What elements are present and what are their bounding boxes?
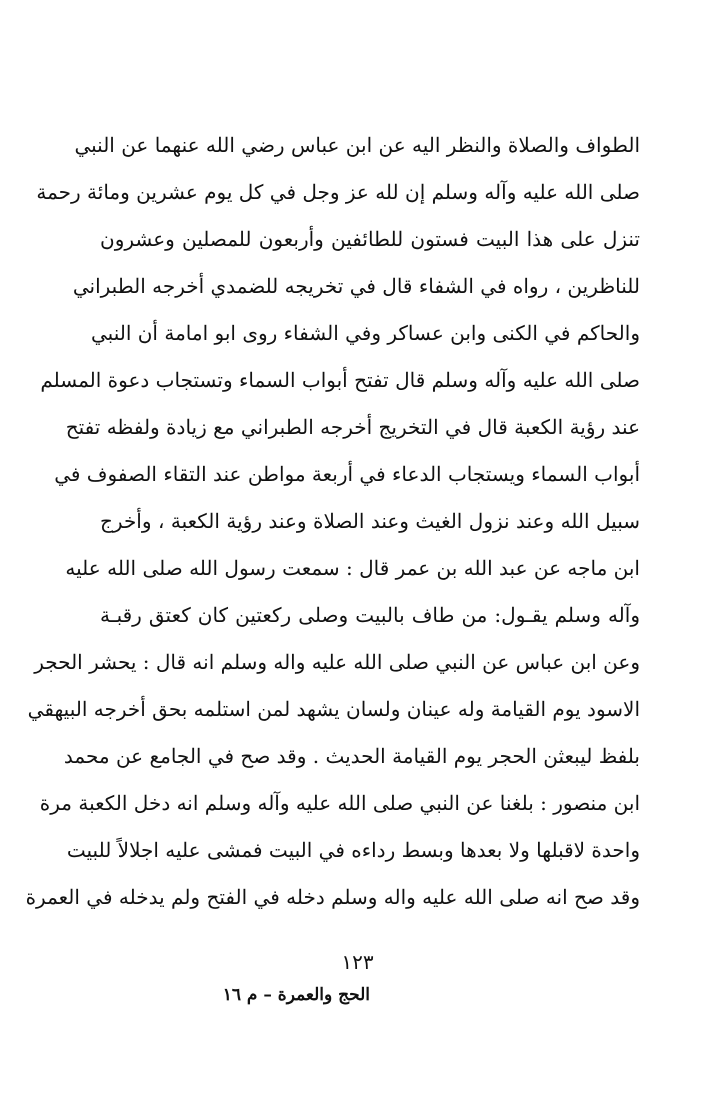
text-line-5: والحاكم في الكنى وابن عساكر وفي الشفاء روى ابو امامة أن النبي [91, 321, 640, 345]
text-line-12: وعن ابن عباس عن النبي صلى الله عليه واله وسلم انه قال : يحشر الحجر [34, 650, 640, 674]
text-line-3: تنزل على هذا البيت فستون للطائفين وأربعون للمصلين وعشرون [100, 227, 640, 251]
page-number: ١٢٣ [341, 950, 374, 974]
text-line-13: الاسود يوم القيامة وله عينان ولسان يشهد لمن استلمه بحق أخرجه البيهقي [27, 697, 640, 721]
text-line-4: للناظرين ، رواه في الشفاء قال في تخريجه للضمدي أخرجه الطبراني [72, 274, 640, 298]
text-line-11: وآله وسلم يقـول: من طاف بالبيت وصلى ركعتين كان كعتق رقبـة [100, 603, 640, 627]
footer-book-title: الحج والعمرة – م ١٦ [222, 985, 370, 1005]
text-line-9: سبيل الله وعند نزول الغيث وعند الصلاة وعند رؤية الكعبة ، وأخرج [100, 509, 640, 533]
text-line-2: صلى الله عليه وآله وسلم إن لله عز وجل في كل يوم عشرين ومائة رحمة [36, 180, 640, 204]
text-line-6: صلى الله عليه وآله وسلم قال تفتح أبواب السماء وتستجاب دعوة المسلم [40, 368, 640, 392]
text-line-10: ابن ماجه عن عبد الله بن عمر قال : سمعت رسول الله صلى الله عليه [65, 556, 640, 580]
text-line-17: وقد صح انه صلى الله عليه واله وسلم دخله في الفتح ولم يدخله في العمرة [25, 885, 640, 909]
text-line-15: ابن منصور : بلغنا عن النبي صلى الله عليه وآله وسلم انه دخل الكعبة مرة [39, 791, 640, 815]
body-text [25, 122, 640, 921]
text-line-1: الطواف والصلاة والنظر اليه عن ابن عباس رضي الله عنهما عن النبي [74, 133, 640, 157]
text-line-8: أبواب السماء ويستجاب الدعاء في أربعة مواطن عند التقاء الصفوف في [54, 462, 640, 486]
text-line-16: واحدة لاقبلها ولا بعدها وبسط رداءه في البيت فمشى عليه اجلالاً للبيت [66, 838, 640, 862]
text-line-14: بلفظ ليبعثن الحجر يوم القيامة الحديث . وقد صح في الجامع عن محمد [63, 744, 640, 768]
text-line-7: عند رؤية الكعبة قال في التخريج أخرجه الطبراني مع زيادة ولفظه تفتح [65, 415, 640, 439]
